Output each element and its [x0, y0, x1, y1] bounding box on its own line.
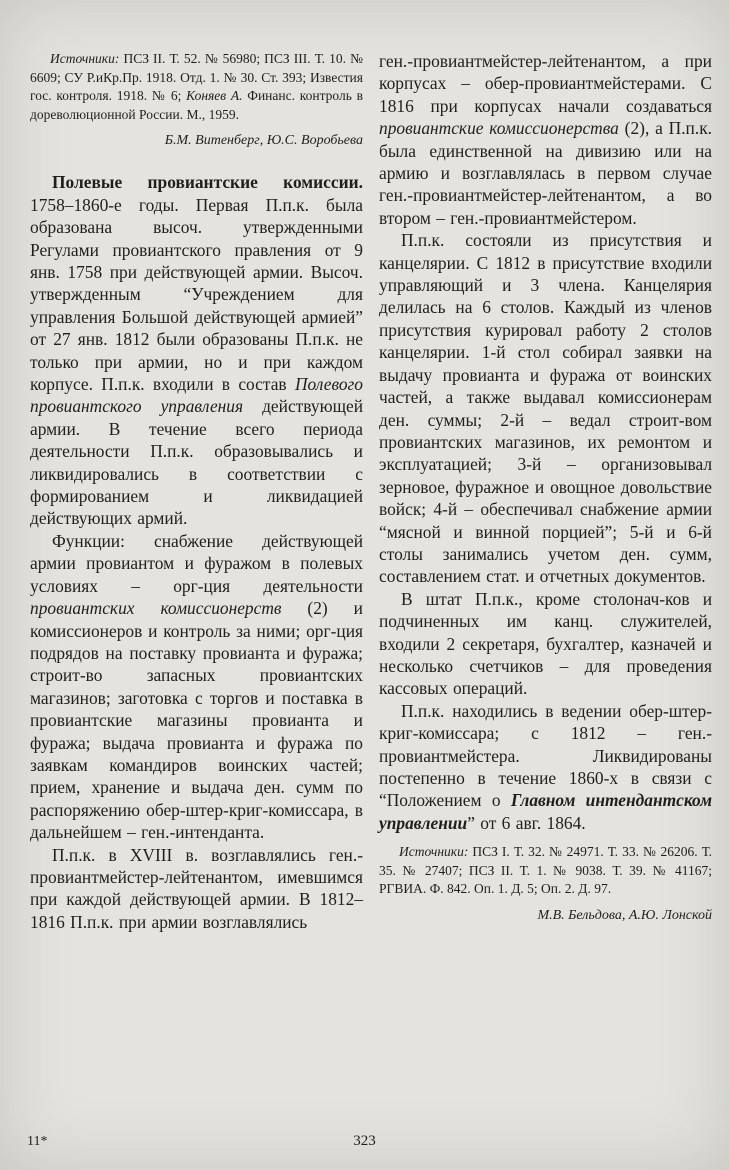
- article-authors-bottom: М.В. Бельдова, А.Ю. Лонской: [537, 908, 712, 923]
- leadership-continued-paragraph: [379, 50, 712, 229]
- entry-italic-term: провиантских комиссионерств: [30, 598, 282, 619]
- entry-lead-paragraph: [30, 171, 363, 530]
- left-column: [30, 50, 363, 933]
- entry-text: 1758–1860-е годы. Первая П.п.к. была образована высоч. утвержденными Регулами провиантского правления от 9 янв. 1758 при действующей армии. Высоч. утвержденным “Учреждением для управления Большой действующей армией” от 27 янв. 1812 были образованы П.п.к. не только при армии, но и при каждом корпусе. П.п.к. входили в состав: [30, 194, 363, 395]
- leadership-paragraph: П.п.к. в XVIII в. возглавлялись ген.-провиантмейстер-лейтенантом, имевшимся при каждой действующей армии. В 1812–1816 П.п.к. при армии возглавлялись: [30, 844, 363, 932]
- staff-paragraph: В штат П.п.к., кроме столонач-ков и подчиненных им канц. служителей, входили 2 секретаря, бухгалтер, казначей и несколько счетчиков – для проведения кассовых операций.: [379, 588, 712, 699]
- subordination-paragraph: [379, 700, 712, 834]
- sources-label: Источники:: [50, 51, 120, 66]
- sources-text: ПСЗ I. Т. 32. № 24971. Т. 33. № 26206. Т. 35. № 27407; ПСЗ II. Т. 1. № 9038. Т. 39. № 41167; РГВИА. Ф. 842. Оп. 1. Д. 5; Оп. 2. Д. 97.: [379, 844, 712, 897]
- entry-text: (2), а П.п.к. была единственной на дивизию или на армию и возглавлялась в первом случае ген.-провиантмейстер-лейтенантом, а во втором – ген.-провиантмейстером.: [379, 118, 713, 228]
- sources-text: ПСЗ II. Т. 52. № 56980; ПСЗ III. Т. 10. № 6609; СУ Р.иКр.Пр. 1918. Отд. 1. № 30. Ст. 393; Известия гос. контроля. 1918. № 6;: [30, 51, 363, 104]
- entry-text: ” от 6 авг. 1864.: [467, 812, 586, 833]
- sources-note-top: [30, 50, 363, 124]
- sources-label: Источники:: [399, 844, 469, 860]
- signature-mark: 11*: [27, 1134, 48, 1149]
- functions-paragraph: [30, 530, 363, 844]
- entry-term: Полевые провиантские комиссии.: [52, 172, 363, 193]
- entry-text: действующей армии. В течение всего периода деятельности П.п.к. образовывались и ликвидировались в соответствии с формированием и ликвидацией действующих армий.: [30, 396, 363, 529]
- entry-text: ген.-провиантмейстер-лейтенантом, а при корпусах – обер-провиантмейстерами. С 1816 при корпусах начали создаваться: [379, 51, 712, 116]
- right-column: [379, 50, 712, 933]
- entry-text: (2) и комиссионеров и контроль за ними; орг-ция подрядов на поставку провианта и фуража; строит-во запасных провиантских магазинов; заготовка с торгов и поставка в провиантские магазины провианта и фуража; выдача провианта и фуража по заявкам командиров воинских частей; прием, хранение и выдача ден. сумм по распоряжению обер-штер-криг-комиссара, в дальнейшем – ген.-интенданта.: [30, 598, 363, 843]
- entry-italic-term: провиантские комиссионерства: [379, 118, 619, 139]
- sources-note-bottom: [379, 843, 712, 899]
- entry-bold-italic-term: Главном интендантском управлении: [379, 790, 712, 833]
- text-columns: [30, 50, 712, 933]
- entry-text: Функции: снабжение действующей армии провиантом и фуражом в полевых условиях – орг-ция деятельности: [30, 530, 363, 596]
- structure-paragraph: П.п.к. состояли из присутствия и канцелярии. С 1812 в присутствие входили управляющий и 3 члена. Канцелярия делилась на 6 столов. Каждый из членов присутствия курировал работу 2 столов канцелярии. 1-й стол собирал заявки на выдачу провианта и фуража от воинских частей, а также выдавал комиссионерам ден. суммы; 2-й – ведал строит-вом провиантских магазинов, их ремонтом и эксплуатацией; 3-й – организовывал зерновое, фуражное и овощное довольствие войск; 4-й – обеспечивал снабжение армии “мясной и винной порцией”; 5-й и 6-й столы занимались учетом ден. сумм, составлением стат. и отчетных документов.: [379, 230, 712, 587]
- entry-text: П.п.к. находились в ведении обер-штер-криг-комиссара; с 1812 – ген.-провиантмейстера. Ликвидированы постепенно в течение 1860-х в связи с “Положением о: [379, 700, 712, 811]
- article-authors-top: Б.М. Витенберг, Ю.С. Воробьева: [164, 133, 363, 149]
- sources-text: Финанс. контроль в дореволюционной России. М., 1959.: [30, 88, 363, 122]
- sources-author-ref: Коняев А.: [186, 88, 243, 104]
- page-number: 323: [353, 1133, 376, 1149]
- entry-italic-term: Полевого провиантского управления: [30, 374, 363, 417]
